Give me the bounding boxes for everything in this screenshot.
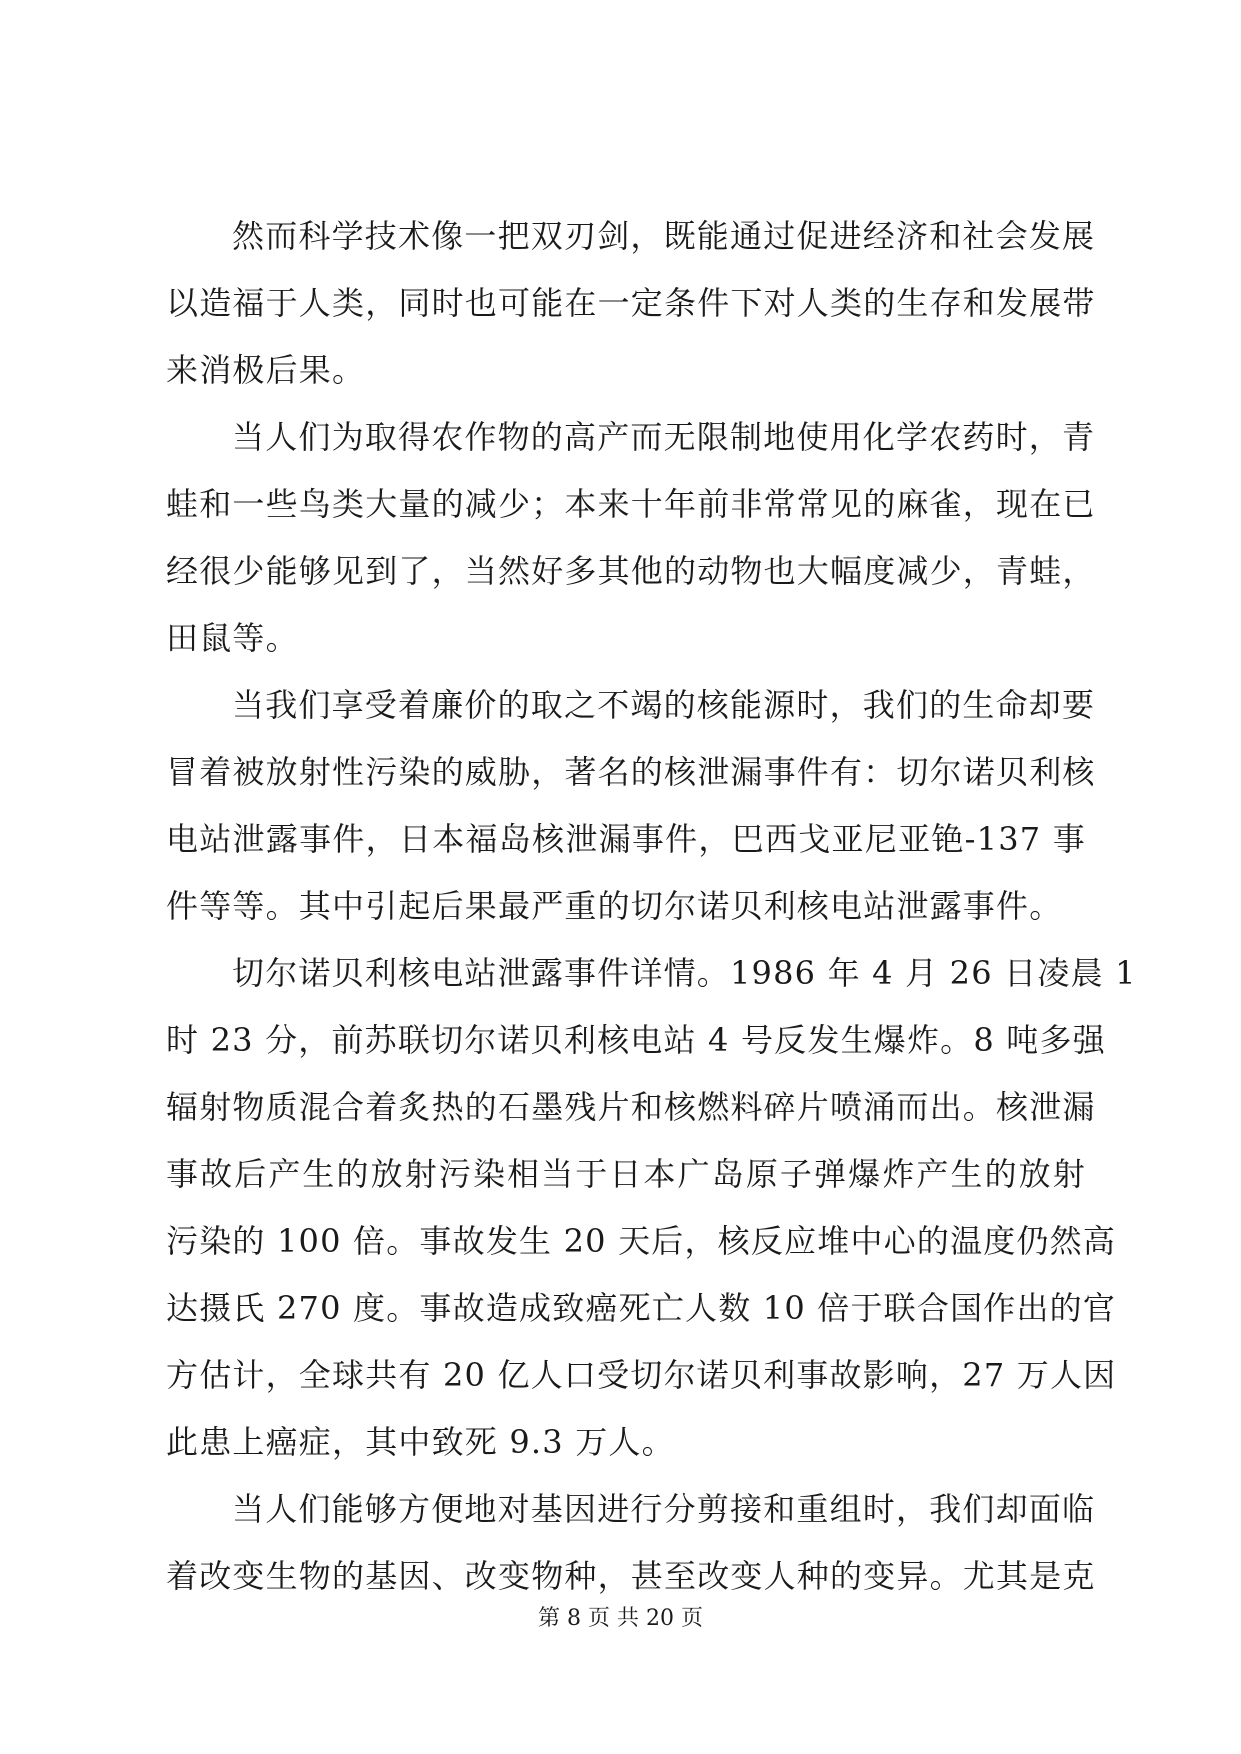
paragraph-4-line-1: 切尔诺贝利核电站泄露事件详情。1986 年 4 月 26 日凌晨 1 (232, 954, 1137, 992)
paragraph-4-line-6: 达摄氏 270 度。事故造成致癌死亡人数 10 倍于联合国作出的官 (166, 1289, 1117, 1327)
paragraph-5-line-1: 当人们能够方便地对基因进行分剪接和重组时，我们却面临 (232, 1490, 1096, 1528)
paragraph-1-line-2: 以造福于人类，同时也可能在一定条件下对人类的生存和发展带 (166, 284, 1096, 322)
paragraph-4-line-2: 时 23 分，前苏联切尔诺贝利核电站 4 号反发生爆炸。8 吨多强 (166, 1021, 1106, 1059)
paragraph-3-line-3: 电站泄露事件，日本福岛核泄漏事件，巴西戈亚尼亚铯-137 事 (166, 820, 1086, 858)
paragraph-2-line-4: 田鼠等。 (166, 619, 299, 657)
page-number-footer: 第 8 页 共 20 页 (538, 1606, 703, 1631)
paragraph-4-line-3: 辐射物质混合着炙热的石墨残片和核燃料碎片喷涌而出。核泄漏 (166, 1088, 1096, 1126)
paragraph-4-line-5: 污染的 100 倍。事故发生 20 天后，核反应堆中心的温度仍然高 (166, 1222, 1117, 1260)
paragraph-5-line-2: 着改变生物的基因、改变物种，甚至改变人种的变异。尤其是克 (166, 1557, 1096, 1595)
paragraph-2-line-1: 当人们为取得农作物的高产而无限制地使用化学农药时，青 (232, 418, 1096, 456)
paragraph-4-line-7: 方估计，全球共有 20 亿人口受切尔诺贝利事故影响，27 万人因 (166, 1356, 1117, 1394)
paragraph-1-line-1: 然而科学技术像一把双刃剑，既能通过促进经济和社会发展 (232, 217, 1096, 255)
paragraph-3-line-2: 冒着被放射性污染的威胁，著名的核泄漏事件有：切尔诺贝利核 (166, 753, 1096, 791)
paragraph-3-line-4: 件等等。其中引起后果最严重的切尔诺贝利核电站泄露事件。 (166, 887, 1063, 925)
paragraph-3-line-1: 当我们享受着廉价的取之不竭的核能源时，我们的生命却要 (232, 686, 1096, 724)
paragraph-2-line-3: 经很少能够见到了，当然好多其他的动物也大幅度减少，青蛙， (166, 552, 1096, 590)
paragraph-2-line-2: 蛙和一些鸟类大量的减少；本来十年前非常常见的麻雀，现在已 (166, 485, 1096, 523)
paragraph-4-line-8: 此患上癌症，其中致死 9.3 万人。 (166, 1423, 675, 1461)
paragraph-4-line-4: 事故后产生的放射污染相当于日本广岛原子弹爆炸产生的放射 (166, 1155, 1086, 1193)
paragraph-1-line-3: 来消极后果。 (166, 351, 366, 389)
